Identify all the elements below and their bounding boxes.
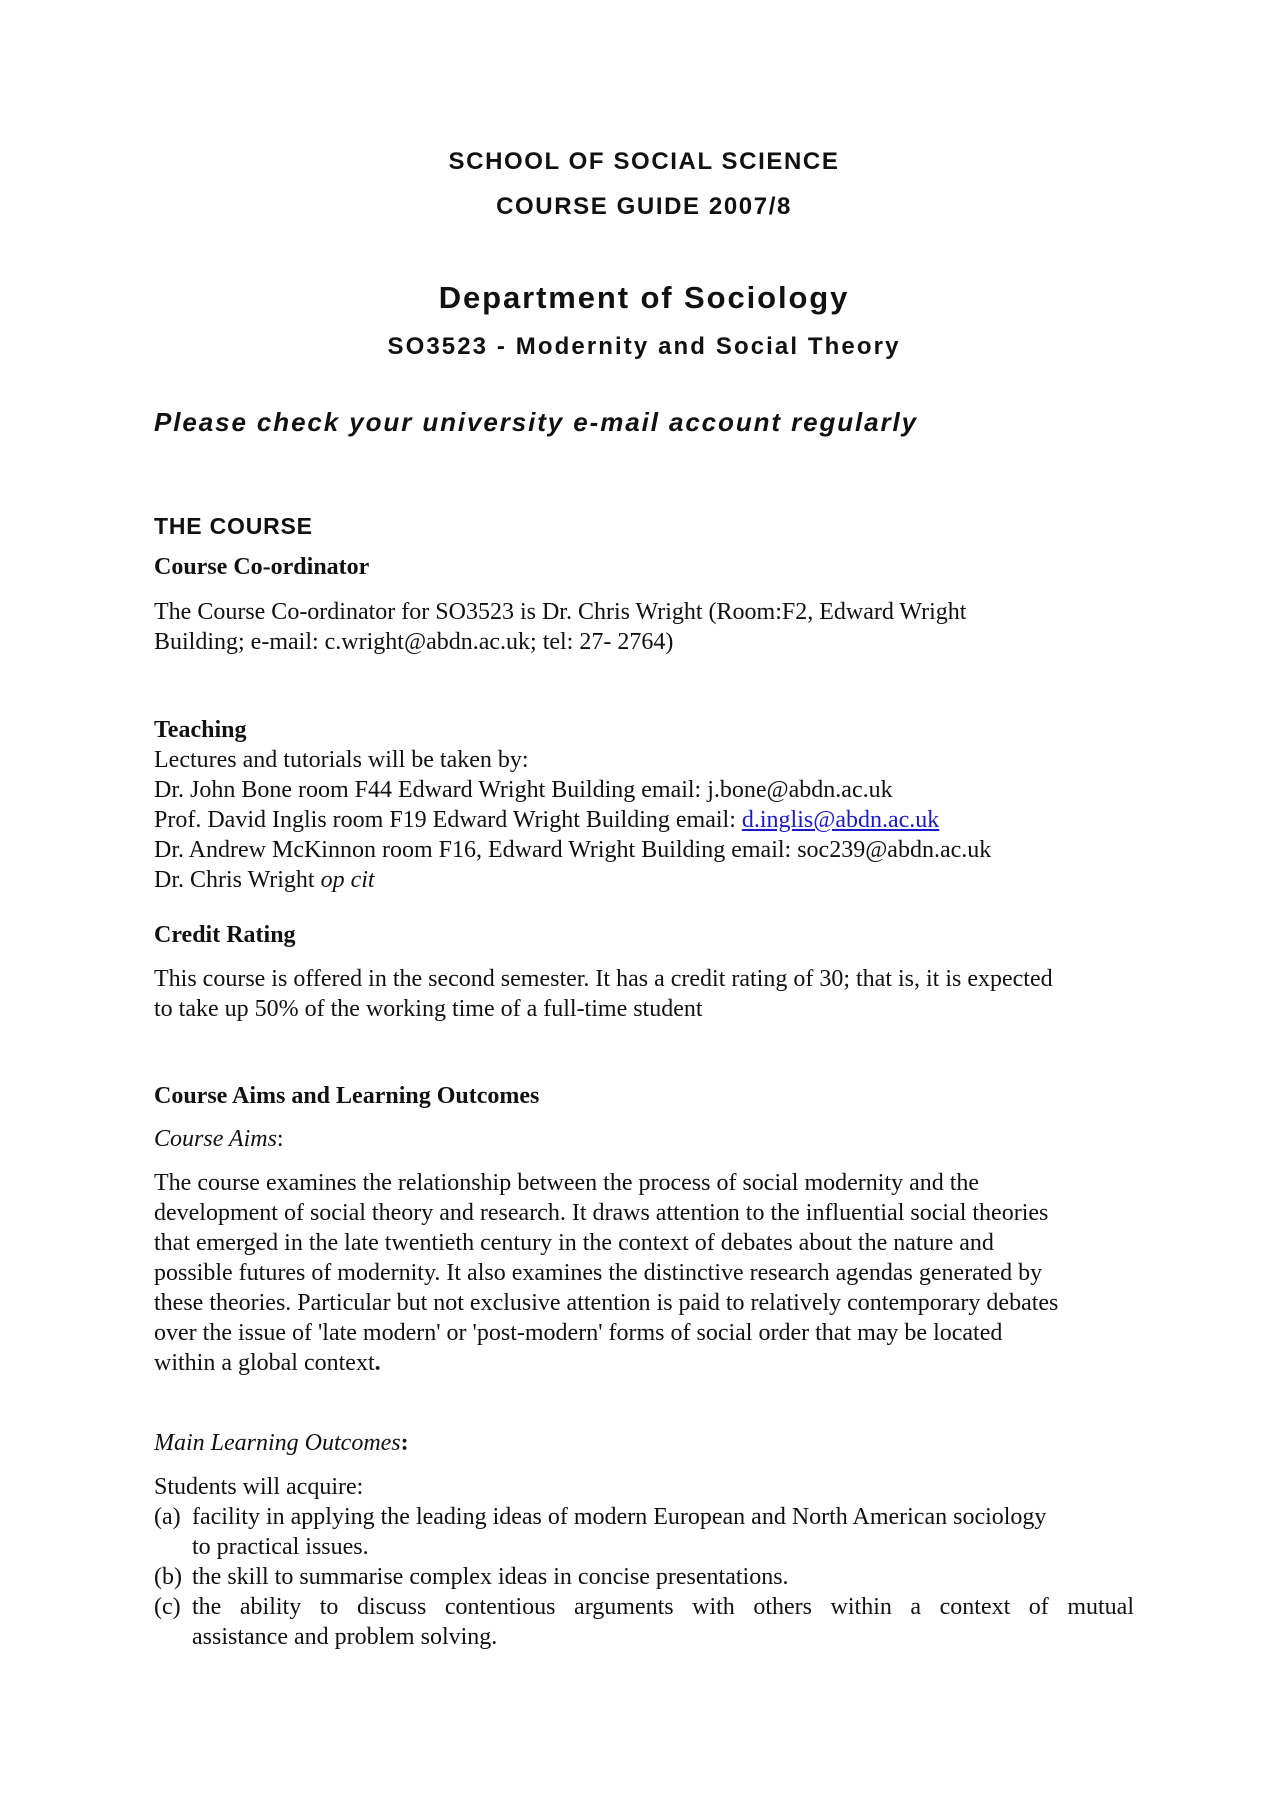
credit-line-1: This course is offered in the second semester. It has a credit rating of 30; that is, it is expected xyxy=(154,966,1053,992)
teaching-heading: Teaching xyxy=(154,717,247,743)
learning-outcomes-colon: : xyxy=(400,1430,409,1456)
coordinator-line-2: Building; e-mail: c.wright@abdn.ac.uk; tel: 27- 2764) xyxy=(154,629,674,655)
aims-line-3: that emerged in the late twentieth century in the context of debates about the nature and xyxy=(154,1230,994,1256)
credit-heading: Credit Rating xyxy=(154,922,296,948)
staff-line-bone: Dr. John Bone room F44 Edward Wright Building email: j.bone@abdn.ac.uk xyxy=(154,777,893,803)
outcome-item-b xyxy=(154,1562,1134,1592)
staff-line-mckinnon: Dr. Andrew McKinnon room F16, Edward Wright Building email: soc239@abdn.ac.uk xyxy=(154,837,992,863)
aims-line-2: development of social theory and research. It draws attention to the influential social theories xyxy=(154,1200,1049,1226)
aims-paragraph xyxy=(154,1168,1134,1378)
learning-outcomes-subheading xyxy=(154,1428,1134,1458)
outcome-marker-b: (b) xyxy=(154,1564,182,1590)
coordinator-line-1: The Course Co-ordinator for SO3523 is Dr. Chris Wright (Room:F2, Edward Wright xyxy=(154,599,967,625)
staff-line-inglis xyxy=(154,805,1134,835)
outcome-marker-a: (a) xyxy=(154,1504,181,1530)
outcome-c-line-2: assistance and problem solving. xyxy=(192,1624,498,1650)
outcome-marker-c: (c) xyxy=(154,1594,181,1620)
outcome-item-a xyxy=(154,1502,1134,1562)
coordinator-paragraph xyxy=(154,597,1134,657)
aims-line-1: The course examines the relationship between the process of social modernity and the xyxy=(154,1170,980,1196)
learning-outcomes-label: Main Learning Outcomes xyxy=(154,1430,401,1456)
staff-inglis-text: Prof. David Inglis room F19 Edward Wright Building email: xyxy=(154,807,742,833)
outcomes-intro: Students will acquire: xyxy=(154,1474,364,1500)
coordinator-heading: Course Co-ordinator xyxy=(154,554,370,580)
teaching-list xyxy=(154,745,1134,895)
credit-line-2: to take up 50% of the working time of a full-time student xyxy=(154,996,703,1022)
course-title: SO3523 - Modernity and Social Theory xyxy=(387,333,901,360)
learning-outcomes-list xyxy=(154,1472,1134,1652)
op-cit-note: op cit xyxy=(320,867,375,893)
course-guide-heading: COURSE GUIDE 2007/8 xyxy=(496,193,792,220)
department-title: Department of Sociology xyxy=(438,280,850,315)
aims-line-7 xyxy=(154,1348,1134,1378)
aims-outcomes-heading: Course Aims and Learning Outcomes xyxy=(154,1083,540,1109)
outcome-a-line-1: facility in applying the leading ideas of modern European and North American sociology xyxy=(192,1504,1047,1530)
aims-line-6: over the issue of 'late modern' or 'post-modern' forms of social order that may be located xyxy=(154,1320,1003,1346)
aims-line-5: these theories. Particular but not exclusive attention is paid to relatively contemporary debates xyxy=(154,1290,1059,1316)
course-aims-subheading xyxy=(154,1124,1134,1154)
teaching-intro: Lectures and tutorials will be taken by: xyxy=(154,747,529,773)
document-page xyxy=(154,0,1134,1811)
aims-final-period: . xyxy=(374,1350,381,1376)
credit-paragraph xyxy=(154,964,1134,1024)
outcome-c-line-1: the ability to discuss contentious arguments with others within a context of mutual xyxy=(192,1594,1134,1620)
aims-line-7-text: within a global context xyxy=(154,1350,375,1376)
staff-wright-text: Dr. Chris Wright xyxy=(154,867,321,893)
outcome-a-line-2: to practical issues. xyxy=(192,1534,369,1560)
school-heading: SCHOOL OF SOCIAL SCIENCE xyxy=(448,148,840,175)
inglis-email-link[interactable]: d.inglis@abdn.ac.uk xyxy=(741,807,940,833)
email-notice: Please check your university e-mail account regularly xyxy=(154,407,918,437)
course-aims-label: Course Aims xyxy=(154,1126,277,1152)
course-aims-colon: : xyxy=(276,1126,284,1152)
aims-line-4: possible futures of modernity. It also examines the distinctive research agendas generated by xyxy=(154,1260,1043,1286)
outcome-b-line-1: the skill to summarise complex ideas in concise presentations. xyxy=(192,1564,789,1590)
section-label-the-course: THE COURSE xyxy=(154,513,313,539)
outcome-item-c xyxy=(154,1592,1134,1652)
staff-line-wright xyxy=(154,865,1134,895)
